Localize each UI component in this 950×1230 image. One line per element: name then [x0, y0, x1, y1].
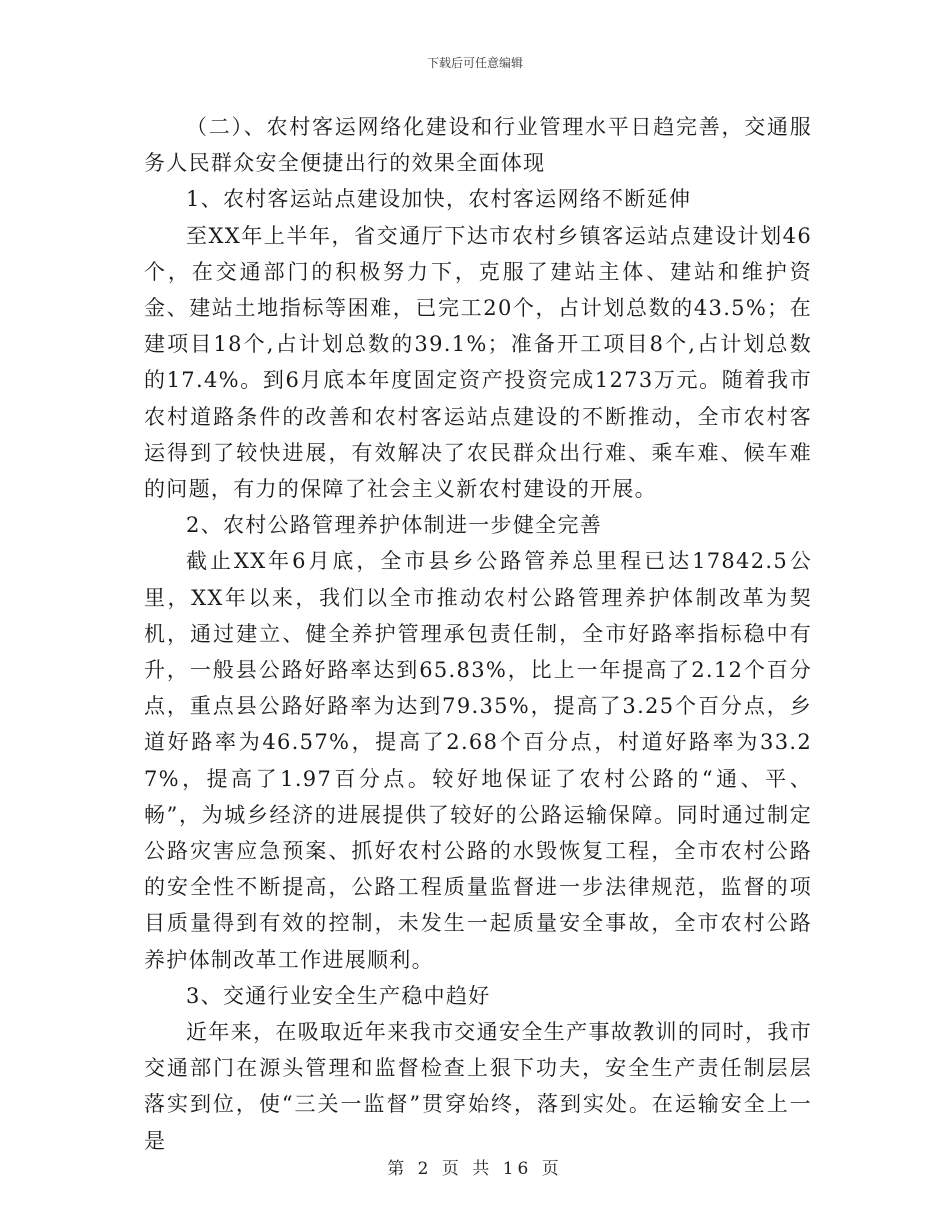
- page-header: 下载后可任意编辑: [426, 56, 523, 70]
- paragraph-1: 至XX年上半年，省交通厅下达市农村乡镇客运站点建设计划46个，在交通部门的积极努力下，克服了建站主体、建站和维护资金、建站土地指标等困难，已完工20个，占计划总数的43.5%；在建项目18个,占计划总数的39.1%；准备开工项目8个,占计划总数的17.4%。到6月底本年度固定资产投资完成1273万元。随着我市农村道路条件的改善和农村客运站点建设的不断推动，全市农村客运得到了较快进展，有效解决了农民群众出行难、乘车难、候车难的问题，有力的保障了社会主义新农村建设的开展。: [144, 223, 812, 502]
- page-number-footer: 第 2 页 共 16 页: [387, 1159, 563, 1179]
- section-heading: （二）、农村客运网络化建设和行业管理水平日趋完善，交通服务人民群众安全便捷出行的效果全面体现: [144, 115, 812, 176]
- subheading-3: 3、交通行业安全生产稳中趋好: [186, 983, 491, 1008]
- subheading-1: 1、农村客运站点建设加快，农村客运网络不断延伸: [186, 187, 692, 212]
- paragraph-2: 截止XX年6月底，全市县乡公路管养总里程已达17842.5公里，XX年以来，我们以全市推动农村公路管理养护体制改革为契机，通过建立、健全养护管理承包责任制，全市好路率指标稳中有升，一般县公路好路率达到65.83%，比上一年提高了2.12个百分点，重点县公路好路率为达到79.35%，提高了3.25个百分点，乡道好路率为46.57%，提高了2.68个百分点，村道好路率为33.27%，提高了1.97百分点。较好地保证了农村公路的“通、平、畅”，为城乡经济的进展提供了较好的公路运输保障。同时通过制定公路灾害应急预案、抓好农村公路的水毁恢复工程，全市农村公路的安全性不断提高，公路工程质量监督进一步法律规范，监督的项目质量得到有效的控制，未发生一起质量安全事故，全市农村公路养护体制改革工作进展顺利。: [144, 549, 812, 972]
- subheading-2: 2、农村公路管理养护体制进一步健全完善: [186, 513, 603, 538]
- paragraph-3: 近年来，在吸取近年来我市交通安全生产事故教训的同时，我市交通部门在源头管理和监督检查上狠下功夫，安全生产责任制层层落实到位，使“三关一监督”贯穿始终，落到实处。在运输安全上一是: [144, 1020, 812, 1153]
- document-body: [144, 109, 812, 1159]
